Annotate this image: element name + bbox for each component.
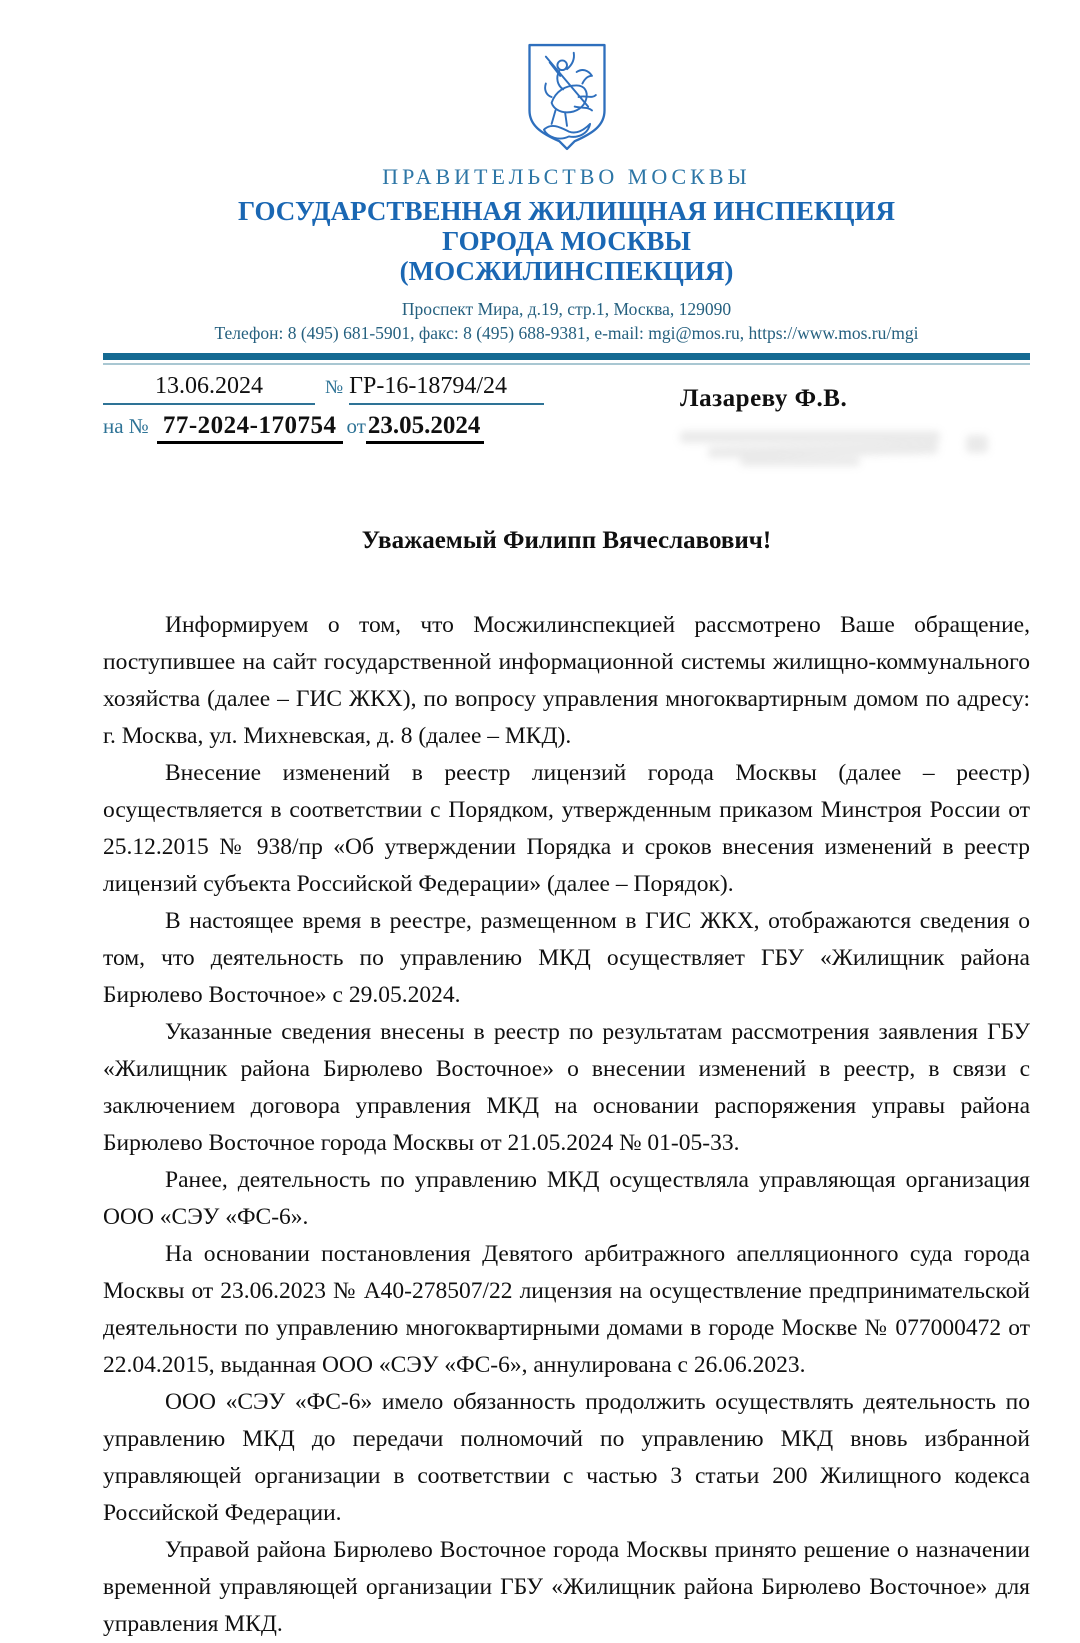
letter-content [103, 38, 1030, 1643]
org-address: Проспект Мира, д.19, стр.1, Москва, 129090 [401, 298, 732, 319]
incoming-reference-row [103, 412, 648, 444]
addressee-name: Лазареву Ф.В. [680, 384, 848, 412]
reply-prefix-label: на № [103, 413, 149, 438]
reference-block [103, 373, 1030, 471]
body-paragraph: ООО «СЭУ «ФС-6» имело обязанность продолжить осуществлять деятельность по управлению МКД до передачи полномочий по управлению МКД вновь избранной управляющей организации в соответствии с частью 3 статьи 200 Жилищного кодекса Российской Федерации. [103, 1388, 1030, 1526]
organization-title [103, 196, 1030, 287]
body-paragraph: Информируем о том, что Мосжилинспекцией рассмотрено Ваше обращение, поступившее на сайт государственной информационной системы жилищно-коммунального хозяйства (далее – ГИС ЖКХ), по вопросу управления многоквартирным домом по адресу: г. Москва, ул. Михневская, д. 8 (далее – МКД). [103, 611, 1030, 749]
letterhead-divider [103, 353, 1030, 365]
incoming-date: 23.05.2024 [366, 412, 485, 444]
letter-body [103, 607, 1030, 1643]
organization-title-line2: ГОРОДА МОСКВЫ [442, 226, 691, 257]
moscow-coat-of-arms-icon [103, 38, 1030, 156]
number-sign: № [325, 376, 344, 398]
body-paragraph: Внесение изменений в реестр лицензий города Москвы (далее – реестр) осуществляется в соответствии с Порядком, утвержденным приказом Минстроя России от 25.12.2015 № 938/пр «Об утверждении Порядка и сроков внесения изменений в реестр лицензий субъекта Российской Федерации» (далее – Порядок). [103, 759, 1030, 897]
redaction-smear [740, 457, 860, 466]
organization-title-line3: (МОСЖИЛИНСПЕКЦИЯ) [399, 256, 734, 287]
redaction-smear [680, 431, 940, 443]
org-contacts: Телефон: 8 (495) 681-5901, факс: 8 (495) 688-9381, e-mail: mgi@mos.ru, https://www.mos.ru/mgi [214, 322, 919, 343]
body-paragraph: На основании постановления Девятого арбитражного апелляционного суда города Москвы от 23.06.2023 № А40-278507/22 лицензия на осуществление предпринимательской деятельности по управлению многоквартирными домами в городе Москве № 077000472 от 22.04.2015, выданная ООО «СЭУ «ФС-6», аннулирована с 26.06.2023. [103, 1240, 1030, 1378]
addressee-block [680, 373, 1010, 471]
body-paragraph: Ранее, деятельность по управлению МКД осуществляла управляющая организация ООО «СЭУ «ФС-6». [103, 1166, 1030, 1230]
reference-fields [103, 373, 648, 471]
letterhead [103, 38, 1030, 344]
divider-thick-rule [103, 353, 1030, 360]
redaction-smear [966, 435, 988, 453]
salutation: Уважаемый Филипп Вячеславович! [361, 526, 772, 554]
addressee-address-redacted [680, 427, 1010, 471]
body-paragraph: Указанные сведения внесены в реестр по результатам рассмотрения заявления ГБУ «Жилищник района Бирюлево Восточное» о внесении изменений в реестр, в связи с заключением договора управления МКД на основании распоряжения управы района Бирюлево Восточное города Москвы от 21.05.2024 № 01-05-33. [103, 1018, 1030, 1156]
outgoing-number: ГР-16-18794/24 [349, 373, 544, 405]
divider-thin-rule [103, 363, 1030, 365]
incoming-number: 77-2024-170754 [157, 412, 343, 444]
redaction-smear [708, 443, 938, 458]
body-paragraph: В настоящее время в реестре, размещенном в ГИС ЖКХ, отображаются сведения о том, что деятельность по управлению МКД осуществляет ГБУ «Жилищник района Бирюлево Восточное» с 29.05.2024. [103, 907, 1030, 1008]
organization-title-line1: ГОСУДАРСТВЕННАЯ ЖИЛИЩНАЯ ИНСПЕКЦИЯ [237, 196, 896, 226]
government-title: ПРАВИТЕЛЬСТВО МОСКВЫ [382, 164, 751, 189]
outgoing-reference-row [103, 373, 648, 405]
body-paragraph: Управой района Бирюлево Восточное города Москвы принято решение о назначении временной управляющей организации ГБУ «Жилищник района Бирюлево Восточное» для управления МКД. [103, 1536, 1030, 1637]
outgoing-date: 13.06.2024 [103, 373, 315, 405]
from-label: от [346, 413, 366, 438]
